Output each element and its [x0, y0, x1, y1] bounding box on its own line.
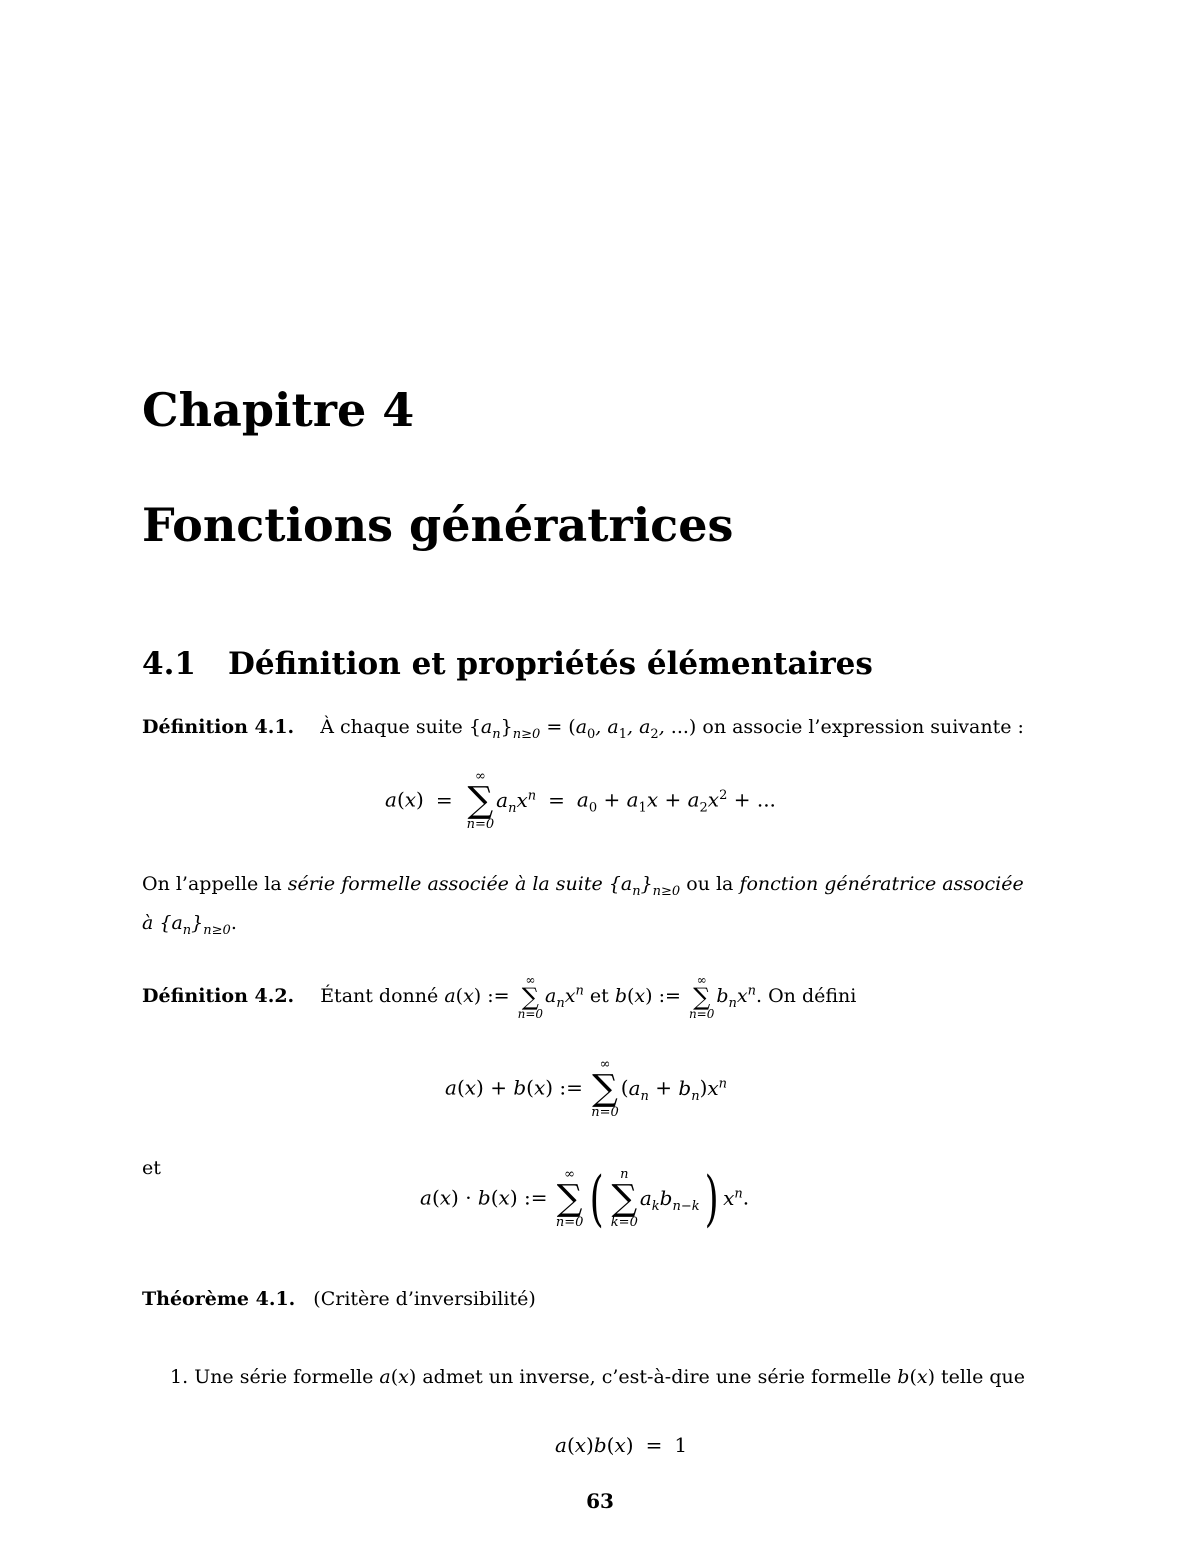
definition-4-1: [142, 714, 1024, 740]
sum-symbol: ∞ ∑ n=0: [591, 1057, 619, 1120]
definition-text: Étant donné: [320, 985, 439, 1007]
sum-symbol: n ∑ k=0: [610, 1167, 638, 1230]
list-item-text: Une série formelle: [194, 1366, 374, 1388]
definition-text: et: [589, 985, 609, 1007]
equation-generating-function: a(x) = ∞ ∑ n=0 $a_nx^n = a_0 + a_1x + a_2x^2$ + ...: [385, 769, 776, 832]
list-item-number: 1.: [170, 1366, 189, 1388]
section-number: 4.1: [142, 646, 196, 682]
chapter-label: Chapitre 4: [142, 383, 415, 437]
sum-symbol: ∞ ∑ n=0: [466, 769, 495, 832]
section-title: Définition et propriétés élémentaires: [228, 646, 873, 682]
definition-4-2: Définition 4.2. Étant donné a(x) := ∞ ∑ n=0 $a_nx^n$ et b(x) := ∞ ∑ n=0 $b_nx^n$. On défini: [142, 973, 857, 1021]
definition-label: Définition 4.2.: [142, 985, 295, 1007]
definition-text: À chaque suite: [320, 716, 463, 738]
paragraph-italic: à: [142, 912, 154, 934]
sum-symbol: ∞ ∑ n=0: [688, 973, 715, 1021]
paragraph-text: On l’appelle la: [142, 873, 282, 895]
paragraph-series-name: On l’appelle la série formelle associée à la suite $\{a_n\}_{n\ge 0}$ ou la fonction génératrice associée: [142, 873, 1024, 899]
theorem-label: Théorème 4.1.: [142, 1288, 296, 1310]
equation-product: a(x) · b(x) := ∞ ∑ n=0 ( n ∑ k=0 $a_kb_{n-k}$) $x^n$.: [420, 1164, 750, 1234]
paragraph-italic: série formelle associée à la suite: [287, 873, 603, 895]
sum-symbol: ∞ ∑ n=0: [517, 973, 544, 1021]
definition-text: . On défini: [756, 985, 857, 1007]
paragraph-italic: fonction génératrice associée: [739, 873, 1024, 895]
page-number: 63: [586, 1489, 614, 1513]
equation-inverse: a(x)b(x) = 1: [555, 1433, 688, 1457]
theorem-title: (Critère d’inversibilité): [313, 1288, 536, 1310]
list-item-text: telle que: [941, 1366, 1026, 1388]
math-inline: $\{a_n\}_{n\ge 0} = (a_0$, $a_1$, $a_2$, ...): [468, 716, 697, 742]
chapter-title: Fonctions génératrices: [142, 498, 734, 552]
sum-symbol: ∞ ∑ n=0: [555, 1167, 584, 1230]
theorem-4-1: [142, 1286, 536, 1312]
list-item: 1. Une série formelle a(x) admet un inverse, c’est-à-dire une série formelle b(x) telle que: [170, 1366, 1026, 1388]
paragraph-text: ou la: [686, 873, 734, 895]
paragraph-series-name-cont: à $\{a_n\}_{n\ge 0}$.: [142, 912, 237, 938]
equation-sum: a(x) + b(x) := ∞ ∑ n=0 $(a_n + b_n)x^n$: [445, 1057, 728, 1120]
connector-et: et: [142, 1157, 161, 1179]
definition-label: Définition 4.1.: [142, 716, 295, 738]
definition-text: on associe l’expression suivante :: [702, 716, 1024, 738]
section-heading: [142, 644, 873, 684]
list-item-text: admet un inverse, c’est-à-dire une série formelle: [422, 1366, 892, 1388]
